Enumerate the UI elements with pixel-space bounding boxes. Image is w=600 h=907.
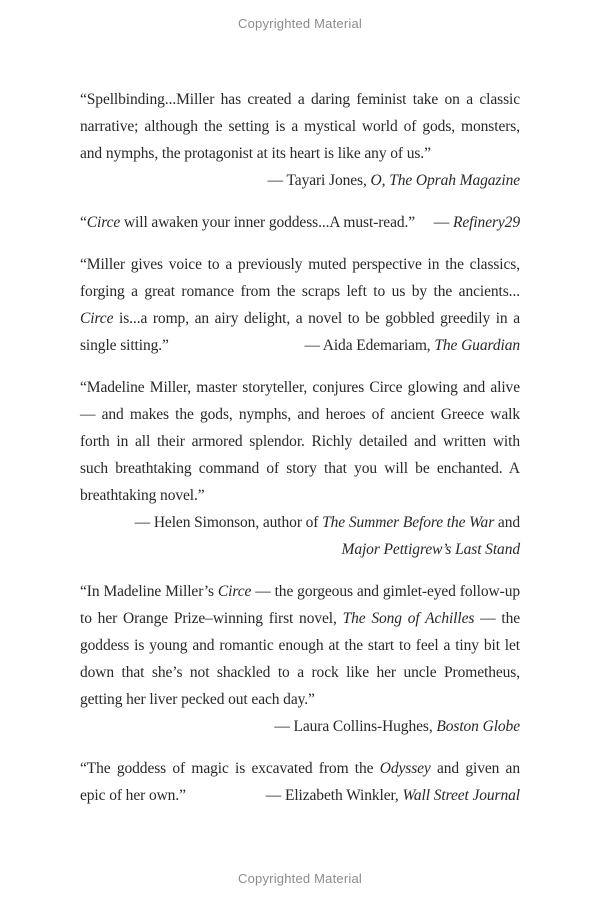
- plain-text: — Helen Simonson, author of: [134, 514, 323, 531]
- plain-text: “In Madeline Miller’s: [80, 583, 218, 600]
- quote-attribution: [434, 209, 520, 236]
- quote-block: [80, 374, 520, 563]
- quote-attribution: [80, 536, 520, 563]
- plain-text: “The goddess of magic is excavated from the: [80, 760, 380, 777]
- italic-text: Major Pettigrew’s Last Stand: [341, 541, 520, 558]
- plain-text: — the goddess is young and romantic enough at the start to feel a tiny bit let down that she’s not shackled to a rock like her uncle Prometheus, getting her liver pecked out each day.”: [80, 610, 520, 708]
- italic-text: Boston Globe: [436, 718, 520, 735]
- quote-block: [80, 755, 520, 809]
- italic-text: Refinery29: [452, 214, 520, 231]
- quote-attribution: [266, 782, 520, 809]
- plain-text: — Elizabeth Winkler,: [265, 787, 403, 804]
- plain-text: “Miller gives voice to a previously muted perspective in the classics, forging a great romance from the scraps left to us by the ancients...: [80, 256, 520, 300]
- italic-text: The Guardian: [434, 337, 520, 354]
- italic-text: Odyssey: [379, 760, 431, 777]
- quote-attribution: [80, 509, 520, 536]
- header-copyright-notice: Copyrighted Material: [238, 16, 362, 31]
- quote-block: [80, 86, 520, 194]
- plain-text: and: [494, 514, 520, 531]
- italic-text: The Summer Before the War: [322, 514, 495, 531]
- quote-block: [80, 578, 520, 740]
- quote-block: [80, 209, 520, 236]
- plain-text: “Madeline Miller, master storyteller, conjures Circe glowing and alive — and makes the gods, nymphs, and heroes of ancient Greece walk forth in all their armored splendor. Richly detailed and written with such breathtaking command of story that you will be enchanted. A breathtaking novel.”: [80, 379, 520, 504]
- quote-block: [80, 251, 520, 359]
- plain-text: will awaken your inner goddess...A must-read.”: [120, 214, 416, 231]
- quote-text: [80, 374, 520, 509]
- italic-text: Circe: [86, 214, 121, 231]
- quote-text: [80, 578, 520, 713]
- plain-text: — Laura Collins-Hughes,: [274, 718, 437, 735]
- plain-text: “Spellbinding...Miller has created a daring feminist take on a classic narrative; although the setting is a mystical world of gods, monsters, and nymphs, the protagonist at its heart is like any of us.”: [80, 91, 520, 162]
- italic-text: Circe: [217, 583, 252, 600]
- quote-attribution: [80, 167, 520, 194]
- quote-text: [80, 755, 520, 809]
- plain-text: — Aida Edemariam,: [304, 337, 435, 354]
- italic-text: The Song of Achilles: [342, 610, 475, 627]
- italic-text: Wall Street Journal: [402, 787, 520, 804]
- plain-text: —: [433, 214, 453, 231]
- quote-text: [80, 251, 520, 359]
- quotes-list: [80, 86, 520, 824]
- quote-attribution: [304, 332, 520, 359]
- quote-text: [80, 86, 520, 167]
- plain-text: “: [80, 214, 87, 231]
- quote-text: [80, 209, 520, 236]
- italic-text: O, The Oprah Magazine: [370, 172, 520, 189]
- plain-text: — the gorgeous and gimlet-eyed follow-up to her Orange Prize–winning first novel,: [80, 583, 520, 627]
- plain-text: and given an epic of her own.”: [80, 760, 520, 804]
- plain-text: — Tayari Jones,: [267, 172, 371, 189]
- footer-copyright-notice: Copyrighted Material: [238, 871, 362, 886]
- plain-text: is...a romp, an airy delight, a novel to be gobbled greedily in a single sitting.”: [80, 310, 520, 354]
- quote-attribution: [80, 713, 520, 740]
- italic-text: Circe: [80, 310, 114, 327]
